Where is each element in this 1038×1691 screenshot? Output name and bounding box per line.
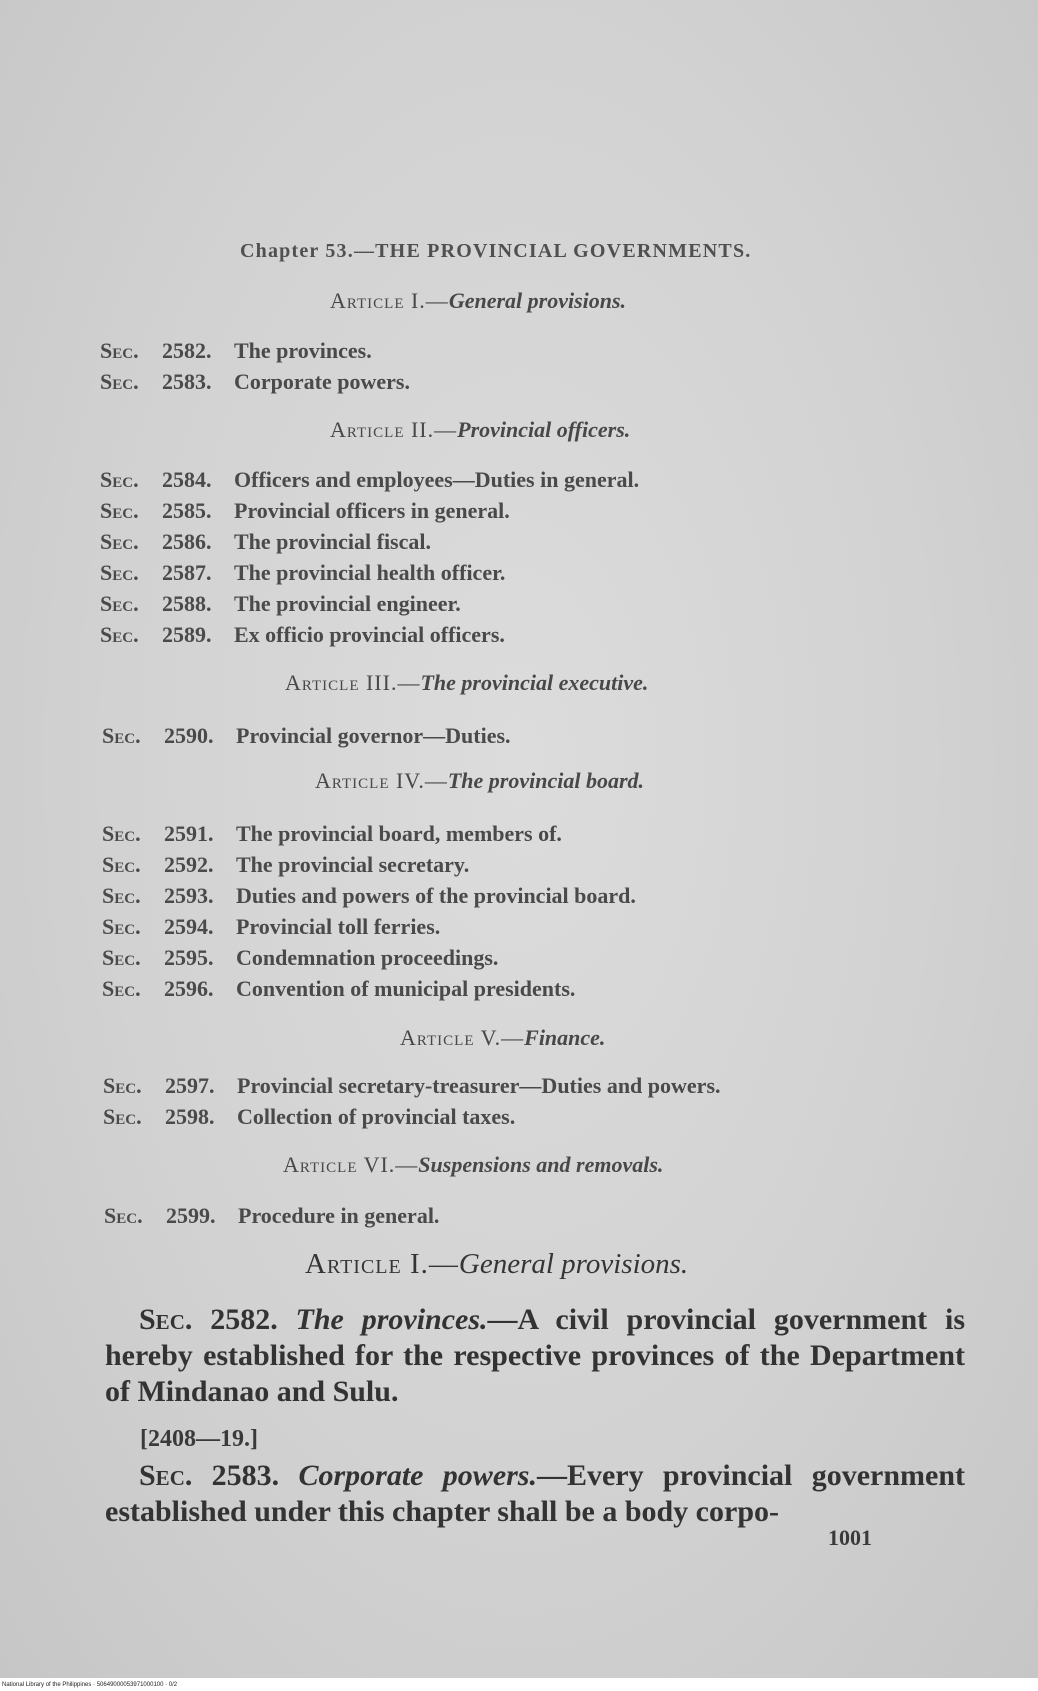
toc-sec-word: Sec. [100,529,139,554]
toc-section-list [104,1200,439,1231]
toc-sec-number: 2585. [162,498,212,523]
toc-sec-word: Sec. [102,914,141,939]
toc-article-label: Article V.— [400,1025,525,1050]
toc-section-list [100,335,410,397]
toc-sec-word: Sec. [100,591,139,616]
toc-sec-number: 2583. [162,369,212,394]
section-2583-paragraph [105,1458,965,1530]
toc-sec-title: Collection of provincial taxes. [237,1104,516,1129]
toc-section-item [100,619,639,650]
toc-sec-title: Condemnation proceedings. [236,945,499,970]
toc-sec-title: The provincial fiscal. [234,529,431,554]
toc-sec-word: Sec. [102,821,141,846]
toc-sec-number: 2588. [162,591,212,616]
toc-section-item [102,973,636,1004]
toc-sec-title: Provincial secretary-treasurer—Duties and powers. [237,1073,721,1098]
toc-sec-title: The provincial secretary. [236,852,470,877]
toc-sec-title: Corporate powers. [234,369,410,394]
toc-article-title: Finance. [524,1025,606,1050]
section-text: —Every provincial government established under this chapter shall be a body corpo- [105,1459,966,1528]
toc-section-item [102,942,636,973]
toc-sec-number: 2592. [164,852,214,877]
toc-sec-title: Convention of municipal presidents. [236,976,576,1001]
toc-sec-number: 2598. [165,1104,215,1129]
toc-section-item [102,849,636,880]
article-heading [305,1248,688,1281]
toc-sec-word: Sec. [103,1104,142,1129]
toc-sec-word: Sec. [100,338,139,363]
toc-section-list [100,464,639,650]
toc-section-item [102,880,636,911]
toc-sec-word: Sec. [100,467,139,492]
section-title: The provinces. [295,1303,488,1336]
chapter-title-text: Chapter 53.—THE PROVINCIAL GOVERNMENTS. [240,240,752,262]
toc-article-heading [330,288,626,314]
toc-sec-title: Provincial governor—Duties. [236,723,511,748]
toc-article-label: Article VI.— [283,1152,419,1177]
page-number: 1001 [828,1525,872,1550]
toc-section-item [103,1070,721,1101]
toc-article-heading [285,670,648,696]
toc-article-title: Provincial officers. [457,417,631,442]
toc-section-item [100,495,639,526]
toc-article-heading [400,1025,605,1051]
chapter-title [240,240,751,263]
toc-sec-number: 2584. [162,467,212,492]
toc-section-item [100,557,639,588]
toc-section-item [100,335,410,366]
toc-sec-word: Sec. [104,1203,143,1228]
toc-sec-word: Sec. [102,945,141,970]
section-text: —A civil provincial government is hereby established for the respective provinces of the Department of Mindanao and Sulu. [105,1303,965,1408]
toc-article-title: General provisions. [448,288,627,313]
section-title: Corporate powers. [298,1459,537,1492]
section-lead: Sec. 2582. [139,1303,278,1336]
toc-sec-number: 2597. [165,1073,215,1098]
toc-article-label: Article II.— [330,417,458,442]
toc-article-label: Article III.— [285,670,421,695]
toc-sec-word: Sec. [102,883,141,908]
section-2582-paragraph [105,1302,965,1410]
toc-sec-word: Sec. [103,1073,142,1098]
toc-sec-number: 2599. [166,1203,216,1228]
toc-sec-word: Sec. [100,560,139,585]
toc-sec-title: Officers and employees—Duties in general. [234,467,640,492]
toc-section-item [103,1101,721,1132]
toc-sec-title: The provincial health officer. [234,560,506,585]
toc-sec-word: Sec. [102,852,141,877]
toc-article-label: Article IV.— [315,768,448,793]
toc-sec-number: 2582. [162,338,212,363]
toc-section-list [103,1070,721,1132]
toc-sec-title: Procedure in general. [238,1203,440,1228]
toc-article-heading [283,1152,663,1178]
citation: [2408—19.] [140,1426,258,1452]
toc-section-item [104,1200,439,1231]
toc-article-title: Suspensions and removals. [418,1152,664,1177]
toc-sec-number: 2587. [162,560,212,585]
toc-sec-number: 2589. [162,622,212,647]
toc-section-item [102,720,511,751]
toc-section-list [102,720,511,751]
toc-section-item [102,911,636,942]
toc-sec-word: Sec. [100,622,139,647]
toc-sec-number: 2596. [164,976,214,1001]
toc-sec-number: 2586. [162,529,212,554]
toc-article-label: Article I.— [330,288,449,313]
toc-sec-title: The provinces. [234,338,372,363]
toc-section-item [100,366,410,397]
toc-sec-title: Provincial toll ferries. [236,914,441,939]
toc-section-item [100,464,639,495]
toc-sec-word: Sec. [100,498,139,523]
toc-article-title: The provincial board. [447,768,645,793]
toc-sec-number: 2593. [164,883,214,908]
toc-sec-word: Sec. [102,723,141,748]
toc-sec-title: The provincial engineer. [234,591,461,616]
toc-sec-number: 2591. [164,821,214,846]
toc-article-heading [315,768,644,794]
toc-section-list [102,818,636,1004]
toc-article-heading [330,417,630,443]
article-title: General provisions. [458,1248,689,1280]
toc-sec-number: 2594. [164,914,214,939]
toc-sec-title: Ex officio provincial officers. [234,622,505,647]
toc-section-item [102,818,636,849]
toc-sec-title: The provincial board, members of. [236,821,562,846]
toc-article-title: The provincial executive. [420,670,649,695]
toc-sec-title: Duties and powers of the provincial board. [236,883,636,908]
toc-sec-word: Sec. [100,369,139,394]
section-lead: Sec. 2583. [139,1459,280,1492]
article-label: Article I.— [305,1248,459,1280]
toc-sec-number: 2595. [164,945,214,970]
toc-section-item [100,526,639,557]
toc-sec-word: Sec. [102,976,141,1001]
toc-sec-title: Provincial officers in general. [234,498,510,523]
footer-text: National Library of the Philippines · 50649000053971000100 · 0/2 [2,1682,178,1688]
toc-section-item [100,588,639,619]
toc-sec-number: 2590. [164,723,214,748]
